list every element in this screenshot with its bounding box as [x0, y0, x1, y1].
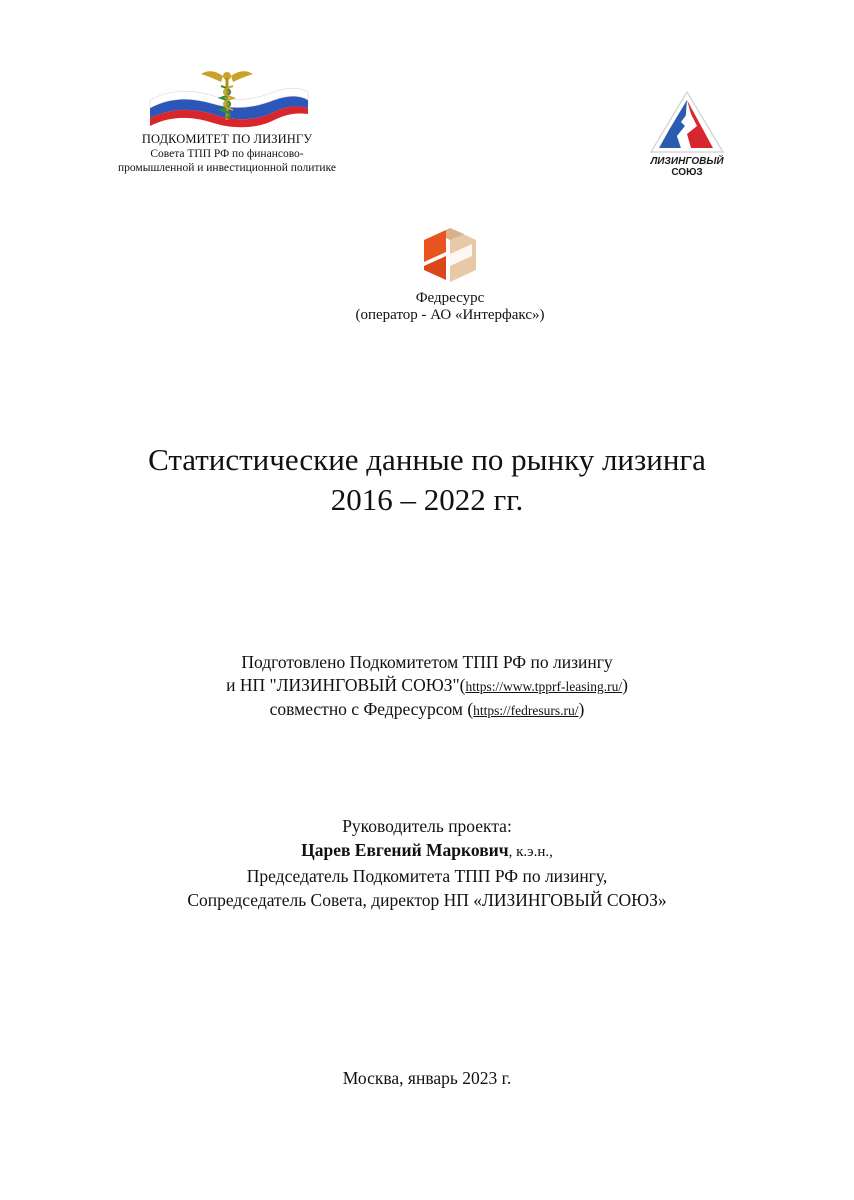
prepared-line-2	[0, 674, 854, 698]
prepared-line-3-close: )	[578, 699, 585, 719]
committee-title: ПОДКОМИТЕТ ПО ЛИЗИНГУ	[141, 132, 313, 146]
union-name-line1: ЛИЗИНГОВЫЙ	[650, 156, 724, 167]
prepared-line-3	[0, 698, 854, 722]
fedresurs-operator: (оператор - АО «Интерфакс»)	[355, 307, 545, 323]
place-date: Москва, январь 2023 г.	[342, 1068, 512, 1088]
committee-subtitle-line2: промышленной и инвестиционной политике	[118, 162, 336, 174]
committee-logo-block	[92, 68, 362, 175]
triangle-logo-icon	[647, 90, 727, 154]
prepared-by-section	[0, 651, 854, 722]
document-title	[0, 440, 854, 520]
project-leader-section	[0, 814, 854, 912]
fedresurs-logo-block	[300, 226, 600, 324]
fedresurs-name: Федресурс	[415, 290, 485, 306]
title-line-2: 2016 – 2022 гг.	[330, 482, 524, 517]
union-name-line2: СОЮЗ	[671, 167, 703, 178]
leader-heading: Руководитель проекта:	[342, 816, 512, 836]
fedresurs-link[interactable]: https://fedresurs.ru/	[473, 703, 579, 718]
union-logo-block	[632, 90, 742, 178]
prepared-line-2-text: и НП "ЛИЗИНГОВЫЙ СОЮЗ"(	[226, 675, 466, 695]
leader-role-1: Председатель Подкомитета ТПП РФ по лизингу,	[246, 866, 608, 886]
title-line-1: Статистические данные по рынку лизинга	[148, 442, 706, 477]
tpprf-leasing-link[interactable]: https://www.tpprf-leasing.ru/	[465, 679, 623, 694]
committee-subtitle-line1: Совета ТПП РФ по финансово-	[150, 148, 304, 160]
flag-emblem-icon	[142, 68, 312, 130]
leader-name: Царев Евгений Маркович	[301, 840, 509, 860]
fedresurs-cube-icon	[420, 226, 480, 284]
leader-name-line	[0, 838, 854, 864]
prepared-line-3-text: совместно с Федресурсом (	[269, 699, 474, 719]
prepared-line-2-close: )	[622, 675, 628, 695]
leader-role-2: Сопредседатель Совета, директор НП «ЛИЗИНГОВЫЙ СОЮЗ»	[187, 890, 667, 910]
prepared-line-1: Подготовлено Подкомитетом ТПП РФ по лизингу	[241, 652, 613, 672]
leader-degree: , к.э.н.,	[508, 844, 553, 860]
